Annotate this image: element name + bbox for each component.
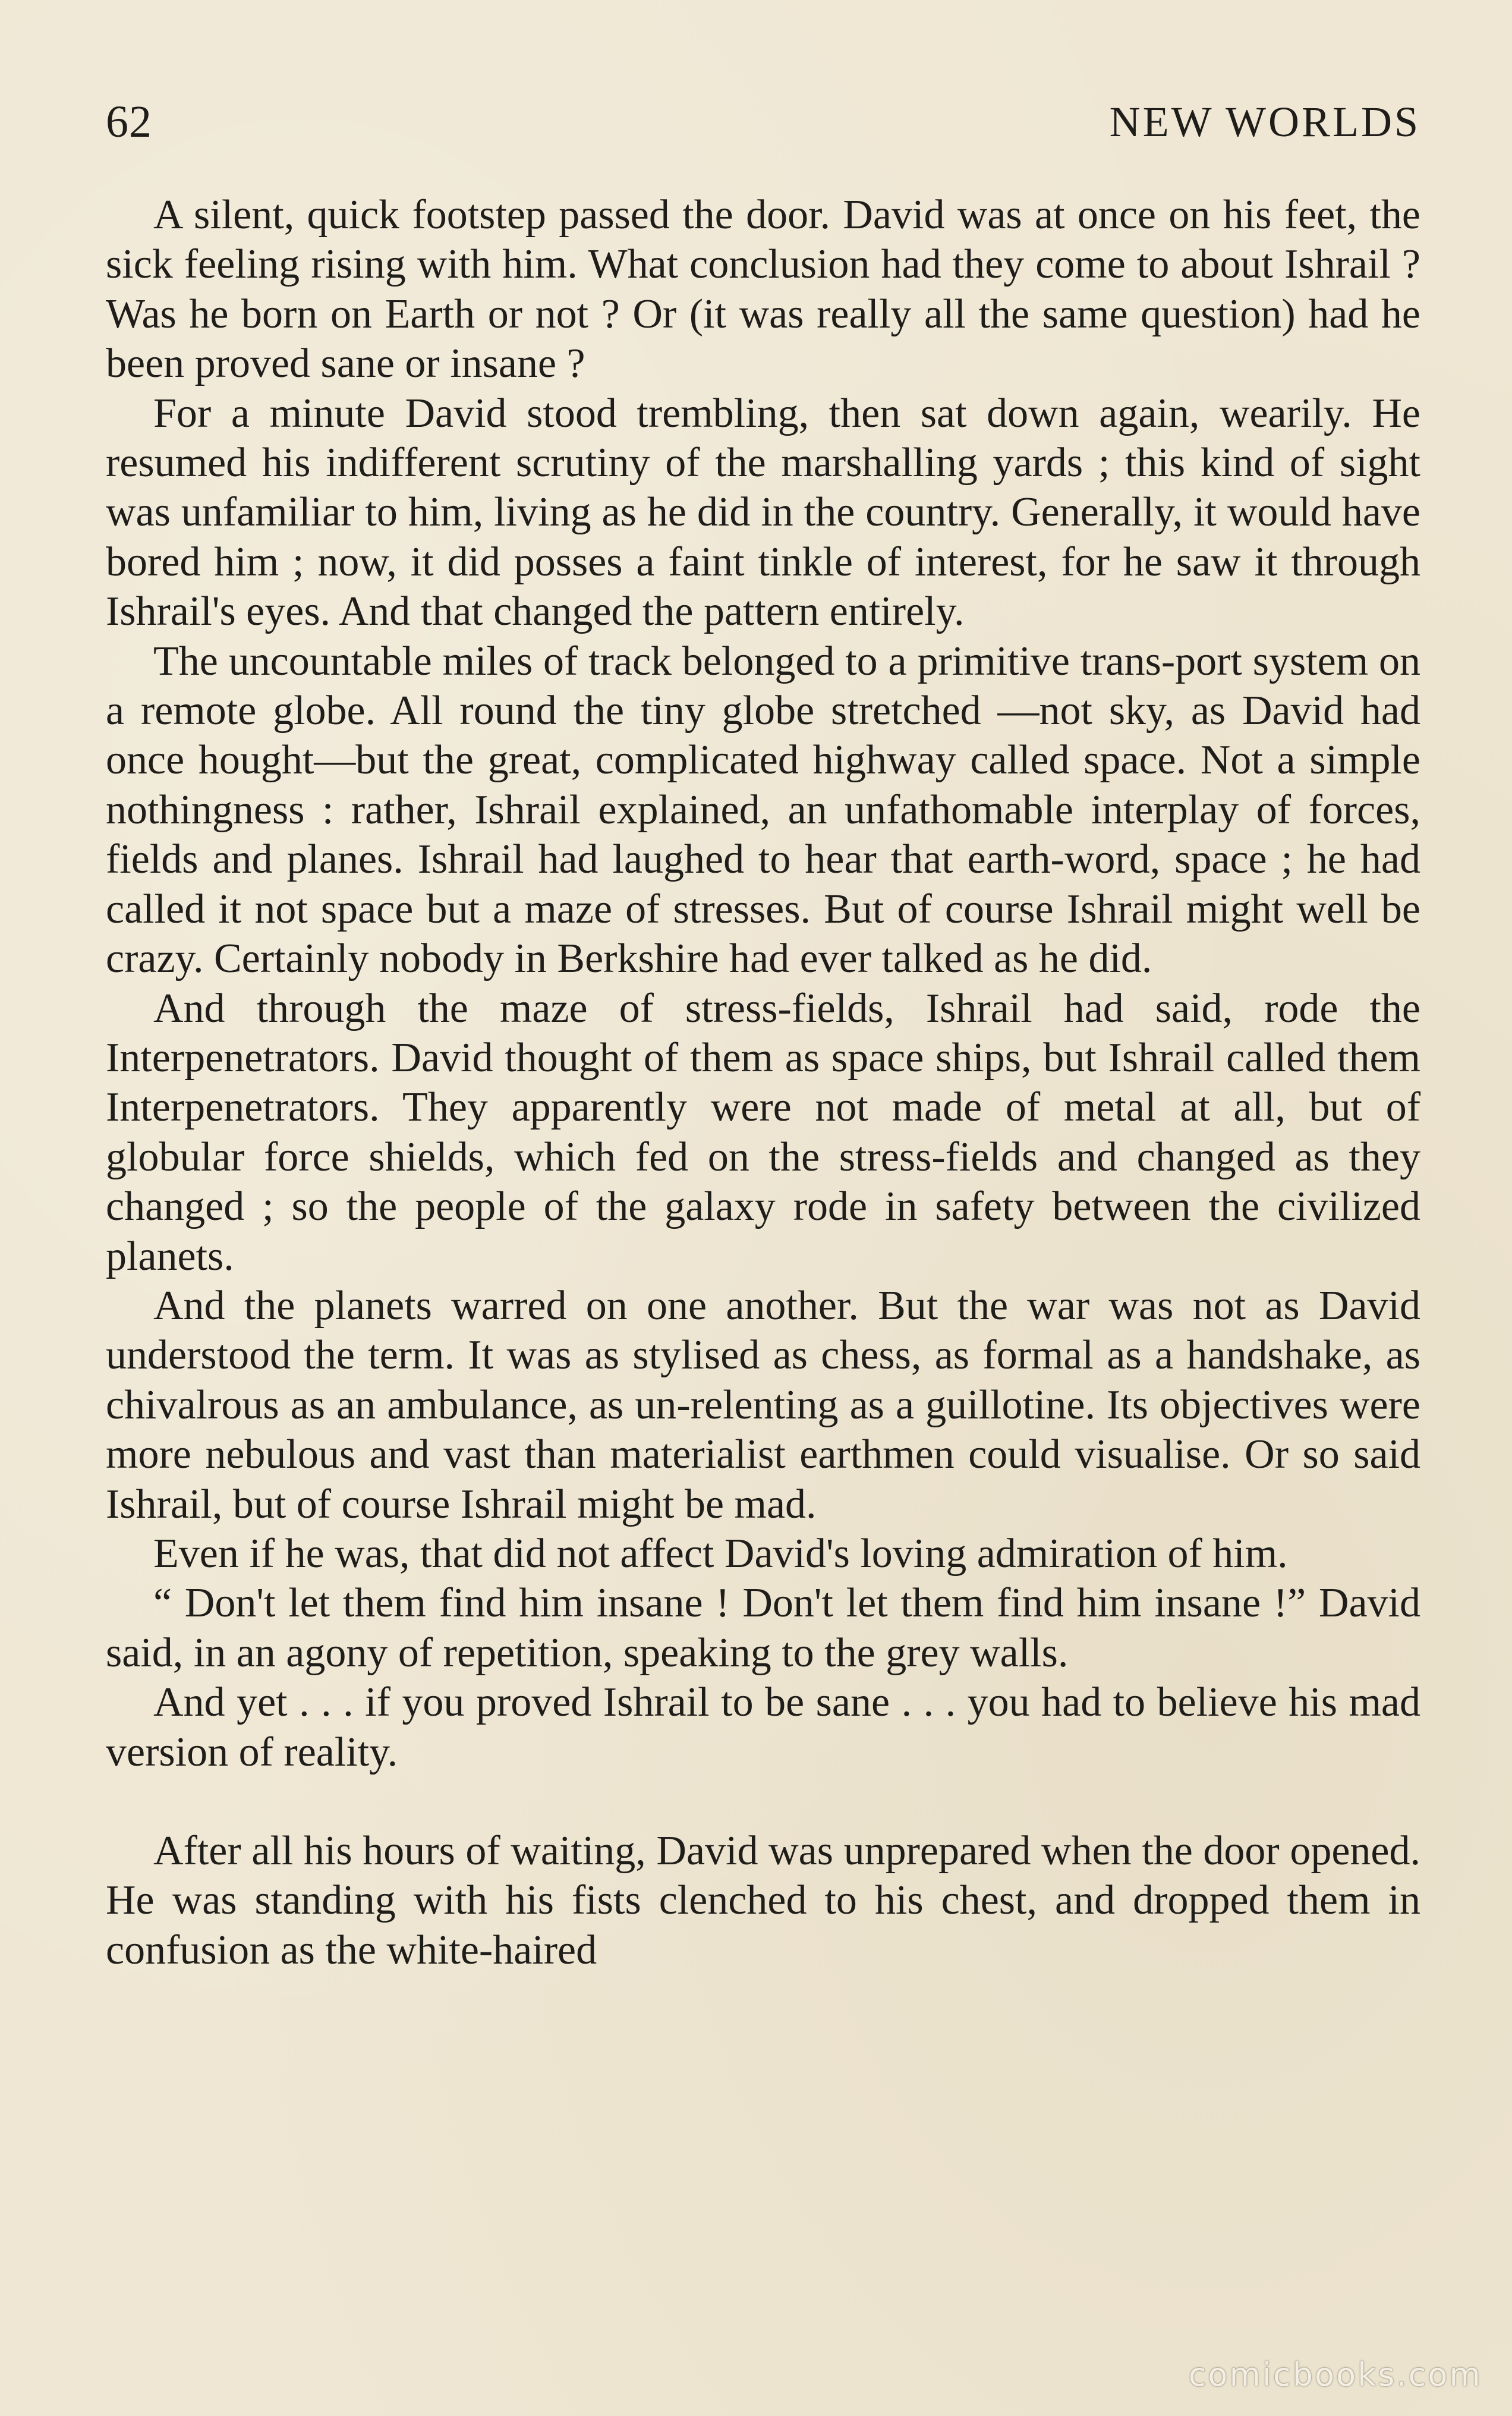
paragraph: And yet . . . if you proved Ishrail to be sane . . . you had to believe his mad version of reality.: [106, 1679, 1420, 1775]
paragraph: The uncountable miles of track belonged to a primitive trans-port system on a remote globe. All round the tiny globe stretched —not sky, as David had once hought—but the great, complicated highway called space. Not a simple nothingness : rather, Ishrail explained, an unfathomable interplay of forces, fields and planes. Ishrail had laughed to hear that earth-word, space ; he had called it not space but a maze of stresses. But of course Ishrail might well be crazy. Certainly nobody in Berkshire had ever talked as he did.: [106, 638, 1420, 982]
paragraph: And the planets warred on one another. But the war was not as David understood the term. It was as stylised as chess, as formal as a handshake, as chivalrous as an ambulance, as un-relenting as a guillotine. Its objectives were more nebulous and vast than materialist earthmen could visualise. Or so said Ishrail, but of course Ishrail might be mad.: [106, 1282, 1420, 1527]
paragraph: “ Don't let them find him insane ! Don't let them find him insane !” David said, in an agony of repetition, speaking to the grey walls.: [106, 1580, 1420, 1676]
body-text: [106, 190, 1420, 1975]
paragraph: And through the maze of stress-fields, Ishrail had said, rode the Interpenetrators. David thought of them as space ships, but Ishrail called them Interpenetrators. They apparently were not made of metal at all, but of globular force shields, which fed on the stress-fields and changed as they changed ; so the people of the galaxy rode in safety between the civilized planets.: [106, 985, 1420, 1279]
paragraph: Even if he was, that did not affect David's loving admiration of him.: [153, 1530, 1288, 1577]
page-number: 62: [106, 97, 152, 147]
page-header: [106, 89, 1420, 155]
paragraph: A silent, quick footstep passed the door. David was at once on his feet, the sick feeling rising with him. What conclusion had they come to about Ishrail ? Was he born on Earth or not ? Or (it was really all the same question) had he been proved sane or insane ?: [106, 192, 1420, 387]
watermark: comicbooks.com: [1188, 2356, 1482, 2393]
running-head: NEW WORLDS: [1109, 98, 1420, 146]
paragraph: For a minute David stood trembling, then sat down again, wearily. He resumed his indifferent scrutiny of the marshalling yards ; this kind of sight was unfamiliar to him, living as he did in the country. Generally, it would have bored him ; now, it did posses a faint tinkle of interest, for he saw it through Ishrail's eyes. And that changed the pattern entirely.: [106, 390, 1420, 635]
paragraph: After all his hours of waiting, David was unprepared when the door opened. He was standing with his fists clenched to his chest, and dropped them in confusion as the white-haired: [106, 1828, 1420, 1973]
section-break: [106, 1777, 1420, 1826]
